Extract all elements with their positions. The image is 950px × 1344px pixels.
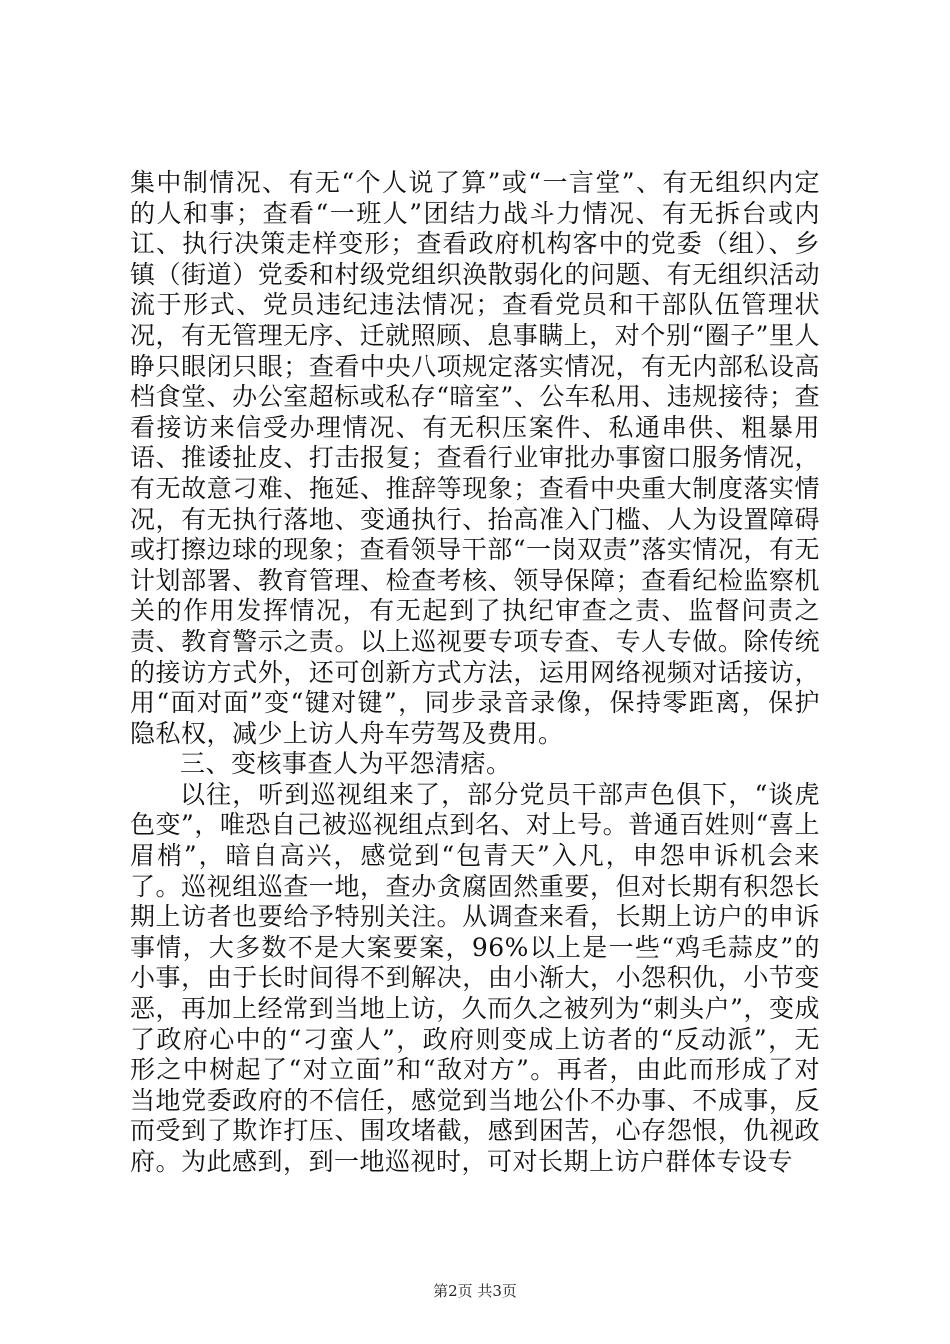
document-body (130, 168, 820, 1178)
paragraph-inspection-items: 集中制情况、有无“个人说了算”或“一言堂”、有无组织内定的人和事；查看“一班人”团结力战斗力情况、有无拆台或内讧、执行决策走样变形；查看政府机构客中的党委（组）、乡镇（街道）党委和村级党组织涣散弱化的问题、有无组织活动流于形式、党员违纪违法情况；查看党员和干部队伍管理状况，有无管理无序、迁就照顾、息事瞒上，对个别“圈子”里人睁只眼闭只眼；查看中央八项规定落实情况，有无内部私设高档食堂、办公室超标或私存“暗室”、公车私用、违规接待；查看接访来信受办理情况、有无积压案件、私通串供、粗暴用语、推诿扯皮、打击报复；查看行业审批办事窗口服务情况，有无故意刁难、拖延、推辞等现象；查看中央重大制度落实情况，有无执行落地、变通执行、抬高准入门槛、人为设置障碍或打擦边球的现象；查看领导干部“一岗双责”落实情况，有无计划部署、教育管理、检查考核、领导保障；查看纪检监察机关的作用发挥情况，有无起到了执纪审查之责、监督问责之责、教育警示之责。以上巡视要专项专查、专人专做。除传统的接访方式外，还可创新方式方法，运用网络视频对话接访，用“面对面”变“键对键”，同步录音录像，保持零距离，保护隐私权，减少上访人舟车劳驾及费用。 (130, 168, 820, 748)
page-footer: 第2页 共3页 (433, 1282, 517, 1300)
paragraph-petitioners: 以往，听到巡视组来了，部分党员干部声色俱下，“谈虎色变”，唯恐自己被巡视组点到名、对上号。普通百姓则“喜上眉梢”，暗自高兴，感觉到“包青天”入凡，申怨申诉机会来了。巡视组巡查一地，查办贪腐固然重要，但对长期有积怨长期上访者也要给予特别关注。从调查来看，长期上访户的申诉事情，大多数不是大案要案，96%以上是一些“鸡毛蒜皮”的小事，由于长时间得不到解决，由小渐大，小怨积仇，小节变恶，再加上经常到当地上访，久而久之被列为“刺头户”，变成了政府心中的“刁蛮人”，政府则变成上访者的“反动派”，无形之中树起了“对立面”和“敌对方”。再者，由此而形成了对当地党委政府的不信任，感觉到当地公仆不办事、不成事，反而受到了欺诈打压、围攻堵截，感到困苦，心存怨恨，仇视政府。为此感到，到一地巡视时，可对长期上访户群体专设专 (130, 779, 820, 1176)
section-heading-three: 三、变核事查人为平怨清痞。 (180, 749, 512, 779)
